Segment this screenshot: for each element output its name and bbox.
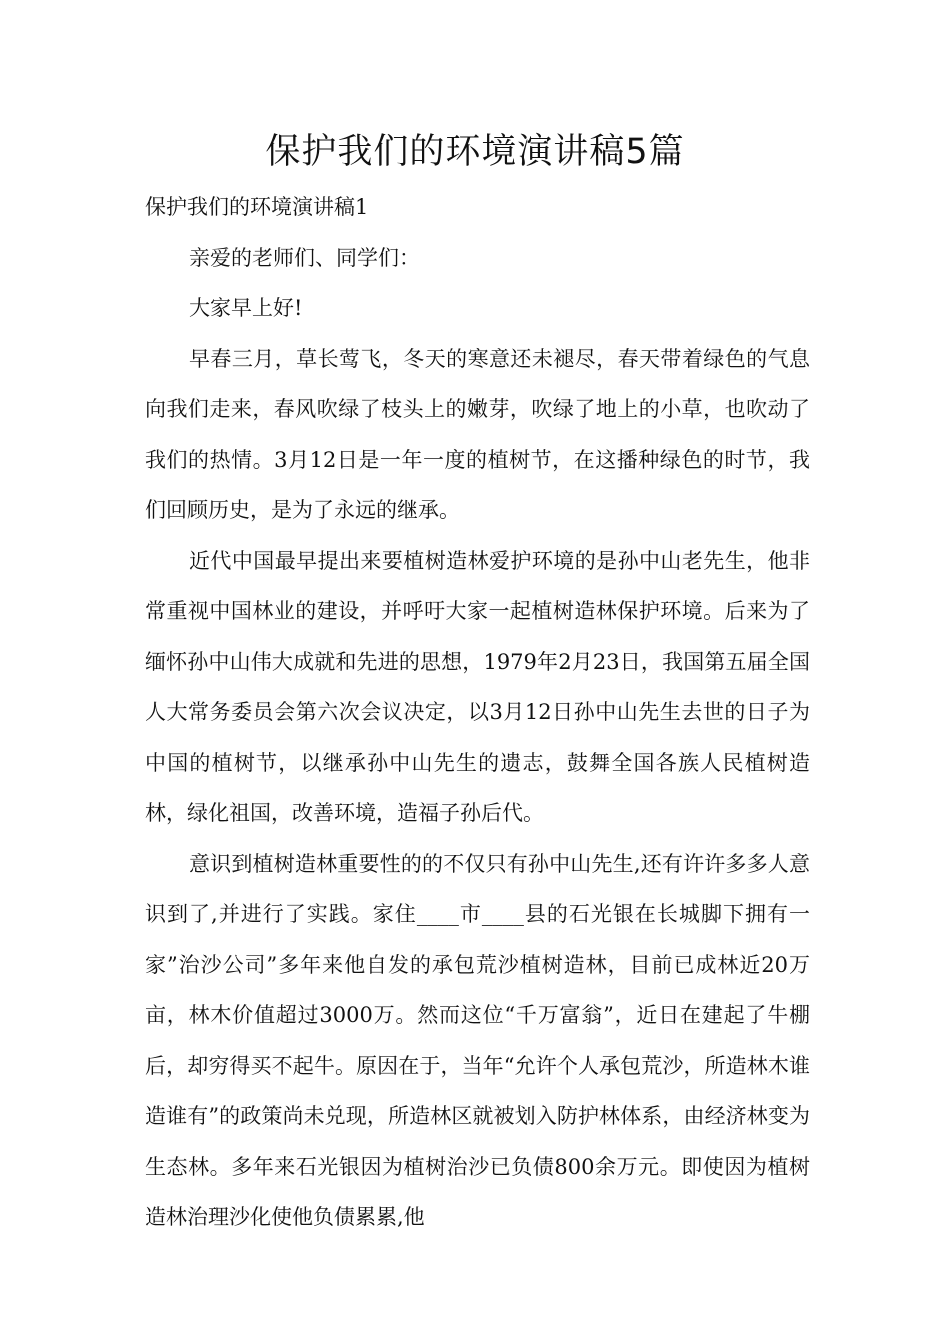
greeting-paragraph: 大家早上好! bbox=[189, 296, 303, 320]
salutation-paragraph: 亲爱的老师们、同学们： bbox=[189, 245, 420, 270]
body-paragraph-2: 近代中国最早提出来要植树造林爱护环境的是孙中山老先生，他非常重视中国林业的建设，并呼吁大家一起植树造林保护环境。后来为了缅怀孙中山伟大成就和先进的思想，1979年2月23日，我国第五届全国人大常务委员会第六次会议决定，以3月12日孙中山先生去世的日子为中国的植树节，以继承孙中山先生的遗志，鼓舞全国各族人民植树造林，绿化祖国，改善环境，造福子孙后代。 bbox=[145, 548, 810, 825]
body-paragraph-1: 早春三月，草长莺飞，冬天的寒意还未褪尽，春天带着绿色的气息向我们走来，春风吹绿了枝头上的嫩芽，吹绿了地上的小草，也吹动了我们的热情。3月12日是一年一度的植树节，在这播种绿色的时节，我们回顾历史，是为了永远的继承。 bbox=[145, 346, 810, 522]
body-paragraph-3: 意识到植树造林重要性的的不仅只有孙中山先生,还有许许多多人意识到了,并进行了实践。家住____市____县的石光银在长城脚下拥有一家”治沙公司”多年来他自发的承包荒沙植树造林，目前已成林近20万亩，林木价值超过3000万。然而这位“千万富翁”，近日在建起了牛棚后，却穷得买不起牛。原因在于，当年“允许个人承包荒沙，所造林木谁造谁有”的政策尚未兑现，所造林区就被划入防护林体系，由经济林变为生态林。多年来石光银因为植树治沙已负债800余万元。即使因为植树造林治理沙化使他负债累累,他 bbox=[145, 851, 810, 1229]
section-subheading: 保护我们的环境演讲稿1 bbox=[145, 195, 369, 219]
document-title: 保护我们的环境演讲稿5篇 bbox=[265, 132, 685, 172]
document-body bbox=[145, 182, 810, 1243]
